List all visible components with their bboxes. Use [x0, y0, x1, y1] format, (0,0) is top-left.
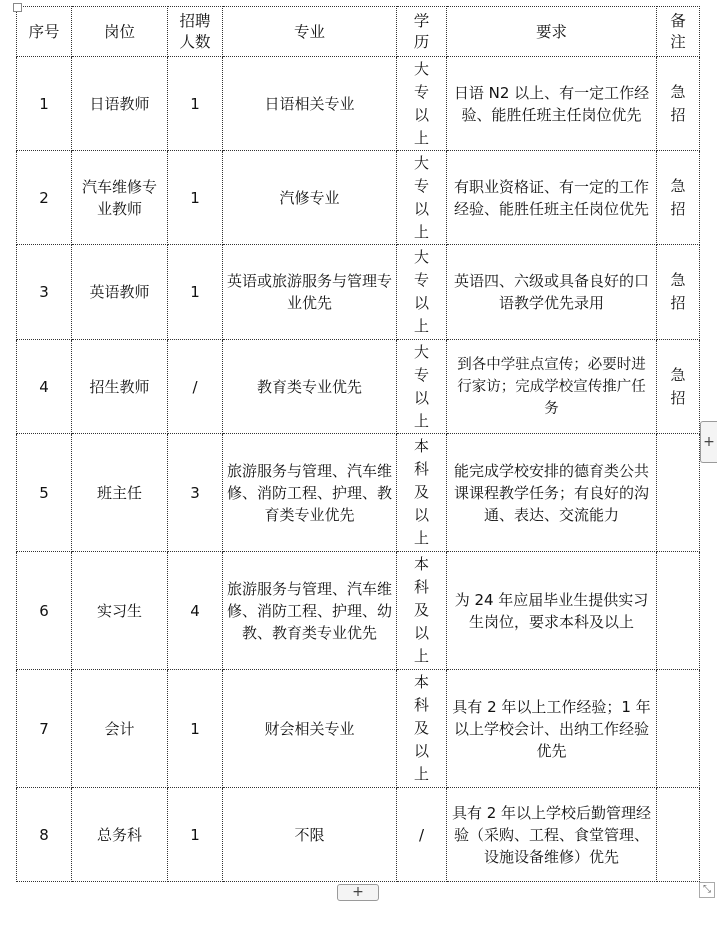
add-column-button[interactable]: + [700, 421, 717, 463]
cell-count: 3 [168, 434, 223, 552]
cell-requirement: 英语四、六级或具备良好的口语教学优先录用 [447, 245, 657, 340]
cell-index: 6 [17, 552, 72, 670]
cell-education: 本科及以上 [397, 670, 447, 788]
cell-count: 1 [168, 670, 223, 788]
add-row-button[interactable]: + [337, 884, 379, 901]
cell-major: 日语相关专业 [223, 57, 397, 151]
cell-count: 1 [168, 788, 223, 882]
table-row [17, 670, 700, 788]
table-resize-handle[interactable]: ⤡ [699, 882, 715, 898]
cell-index: 3 [17, 245, 72, 340]
cell-position: 班主任 [72, 434, 168, 552]
header-requirement: 要求 [447, 7, 657, 57]
recruitment-table [16, 6, 700, 882]
header-index: 序号 [17, 7, 72, 57]
cell-education: 本科及以上 [397, 552, 447, 670]
cell-education: 大专以上 [397, 245, 447, 340]
cell-major: 旅游服务与管理、汽车维修、消防工程、护理、幼教、教育类专业优先 [223, 552, 397, 670]
cell-requirement: 有职业资格证、有一定的工作经验、能胜任班主任岗位优先 [447, 151, 657, 245]
cell-requirement: 到各中学驻点宣传；必要时进行家访；完成学校宣传推广任务 [447, 340, 657, 434]
cell-requirement: 具有 2 年以上工作经验；1 年以上学校会计、出纳工作经验优先 [447, 670, 657, 788]
header-major: 专业 [223, 7, 397, 57]
cell-index: 1 [17, 57, 72, 151]
table-row [17, 245, 700, 340]
cell-index: 2 [17, 151, 72, 245]
header-position: 岗位 [72, 7, 168, 57]
cell-note [657, 434, 700, 552]
cell-education: 大专以上 [397, 57, 447, 151]
cell-requirement: 日语 N2 以上、有一定工作经验、能胜任班主任岗位优先 [447, 57, 657, 151]
header-note: 备注 [657, 7, 700, 57]
cell-major: 汽修专业 [223, 151, 397, 245]
cell-position: 实习生 [72, 552, 168, 670]
cell-note: 急招 [657, 57, 700, 151]
header-education: 学历 [397, 7, 447, 57]
cell-major: 财会相关专业 [223, 670, 397, 788]
cell-index: 7 [17, 670, 72, 788]
cell-note [657, 788, 700, 882]
table-header-row [17, 7, 700, 57]
cell-major: 不限 [223, 788, 397, 882]
cell-major: 教育类专业优先 [223, 340, 397, 434]
cell-position: 总务科 [72, 788, 168, 882]
cell-requirement: 具有 2 年以上学校后勤管理经验（采购、工程、食堂管理、设施设备维修）优先 [447, 788, 657, 882]
cell-index: 5 [17, 434, 72, 552]
table-row [17, 340, 700, 434]
cell-index: 4 [17, 340, 72, 434]
cell-major: 旅游服务与管理、汽车维修、消防工程、护理、教育类专业优先 [223, 434, 397, 552]
cell-education: / [397, 788, 447, 882]
cell-note [657, 552, 700, 670]
cell-count: / [168, 340, 223, 434]
table-row [17, 151, 700, 245]
cell-position: 日语教师 [72, 57, 168, 151]
cell-note: 急招 [657, 245, 700, 340]
cell-count: 1 [168, 245, 223, 340]
cell-position: 会计 [72, 670, 168, 788]
cell-major: 英语或旅游服务与管理专业优先 [223, 245, 397, 340]
cell-requirement: 能完成学校安排的德育类公共课课程教学任务；有良好的沟通、表达、交流能力 [447, 434, 657, 552]
cell-position: 汽车维修专业教师 [72, 151, 168, 245]
table-move-handle[interactable] [13, 3, 22, 12]
table-row [17, 788, 700, 882]
cell-count: 4 [168, 552, 223, 670]
cell-position: 招生教师 [72, 340, 168, 434]
cell-requirement: 为 24 年应届毕业生提供实习生岗位，要求本科及以上 [447, 552, 657, 670]
table-row [17, 434, 700, 552]
cell-index: 8 [17, 788, 72, 882]
cell-note [657, 670, 700, 788]
table-row [17, 57, 700, 151]
cell-education: 本科及以上 [397, 434, 447, 552]
recruitment-table-container [16, 6, 700, 882]
cell-note: 急招 [657, 151, 700, 245]
header-count: 招聘人数 [168, 7, 223, 57]
cell-position: 英语教师 [72, 245, 168, 340]
cell-note: 急招 [657, 340, 700, 434]
cell-count: 1 [168, 57, 223, 151]
cell-count: 1 [168, 151, 223, 245]
cell-education: 大专以上 [397, 151, 447, 245]
table-row [17, 552, 700, 670]
cell-education: 大专以上 [397, 340, 447, 434]
